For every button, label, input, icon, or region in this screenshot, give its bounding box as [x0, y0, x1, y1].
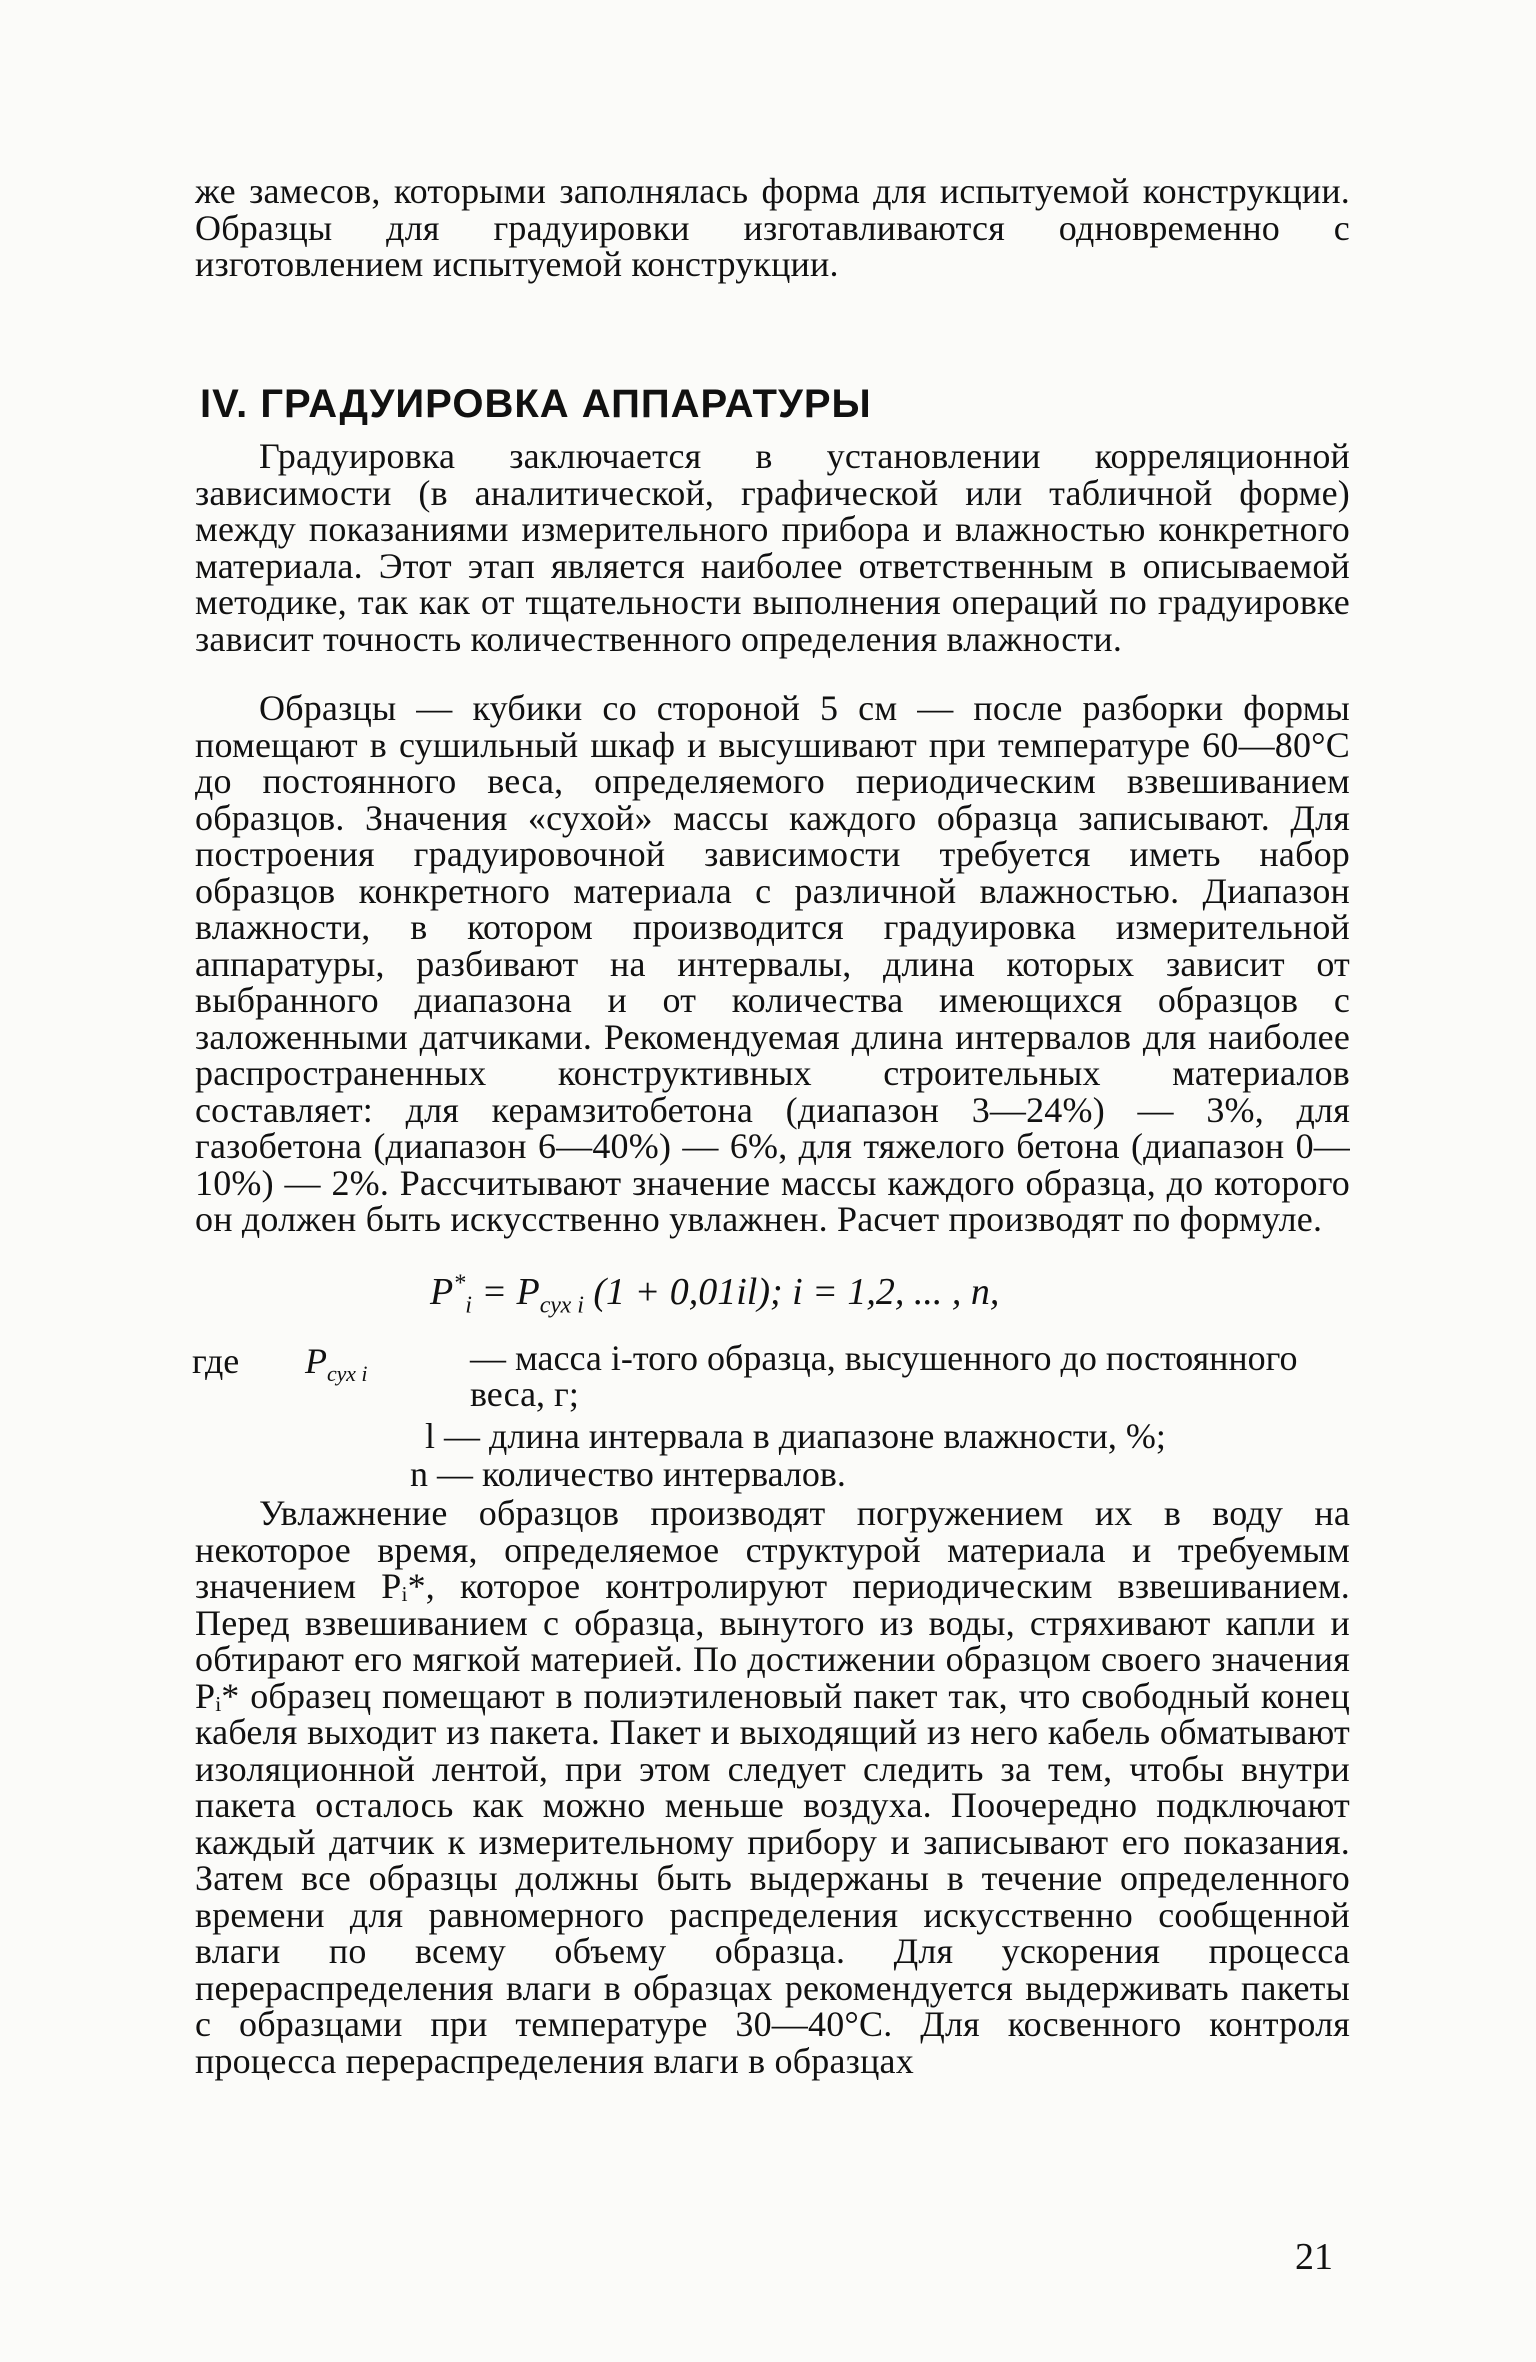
- formula-rhs: (1 + 0,01il); i = 1,2, ... , n,: [593, 1271, 1000, 1313]
- where-definition-3: n — количество интервалов.: [410, 1454, 846, 1494]
- where-symbol-sub: сух i: [327, 1361, 368, 1387]
- moisture-mass-formula: [430, 1270, 999, 1320]
- intro-paragraph: же замесов, которыми заполнялась форма для испытуемой конструкции. Образцы для градуировки изготавливаются одновременно с изготовлением испытуемой конструкции.: [195, 171, 1350, 284]
- formula-lhs: P: [430, 1271, 454, 1313]
- formula-lhs-sub: i: [465, 1292, 472, 1319]
- where-definition-1: — масса i-того образца, высушенного до постоянного веса, г;: [470, 1338, 1298, 1414]
- where-label: где: [192, 1341, 240, 1381]
- section-heading: IV. ГРАДУИРОВКА АППАРАТУРЫ: [200, 382, 872, 426]
- where-symbol: [305, 1340, 367, 1387]
- formula-eq: = P: [481, 1271, 540, 1313]
- paragraph-calibration-definition: Градуировка заключается в установлении корреляционной зависимости (в аналитической, графической или табличной форме) между показаниями измерительного прибора и влажностью конкретного материала. Этот этап является наиболее ответственным в описываемой методике, так как от тщательности выполнения операций по градуировке зависит точность количественного определения влажности.: [195, 436, 1350, 659]
- page-number: 21: [1295, 2236, 1333, 2278]
- paragraph-sample-preparation: Образцы — кубики со стороной 5 см — после разборки формы помещают в сушильный шкаф и высушивают при температуре 60—80°C до постоянного веса, определяемого периодическим взвешиванием образцов. Значения «сухой» массы каждого образца записывают. Для построения градуировочной зависимости требуется иметь набор образцов конкретного материала с различной влажностью. Диапазон влажности, в котором производится градуировка измерительной аппаратуры, разбивают на интервалы, длина которых зависит от выбранного диапазона и от количества имеющихся образцов с заложенными датчиками. Рекомендуемая длина интервалов для наиболее распространенных конструктивных строительных материалов составляет: для керамзитобетона (диапазон 3—24%) — 3%, для газобетона (диапазон 6—40%) — 6%, для тяжелого бетона (диапазон 0—10%) — 2%. Рассчитывают значение массы каждого образца, до которого он должен быть искусственно увлажнен. Расчет производят по формуле.: [195, 688, 1350, 1239]
- paragraph-humidification: Увлажнение образцов производят погружением их в воду на некоторое время, определяемое структурой материала и требуемым значением Pᵢ*, которое контролируют периодическим взвешиванием. Перед взвешиванием с образца, вынутого из воды, стряхивают капли и обтирают его мягкой материей. По достижении образцом своего значения Pᵢ* образец помещают в полиэтиленовый пакет так, что свободный конец кабеля выходит из пакета. Пакет и выходящий из него кабель обматывают изоляционной лентой, при этом следует следить за тем, чтобы внутри пакета осталось как можно меньше воздуха. Поочередно подключают каждый датчик к измерительному прибору и записывают его показания. Затем все образцы должны быть выдержаны в течение определенного времени для равномерного распределения искусственно сообщенной влаги по всему объему образца. Для ускорения процесса перераспределения влаги в образцах рекомендуется выдерживать пакеты с образцами при температуре 30—40°C. Для косвенного контроля процесса перераспределения влаги в образцах: [195, 1493, 1350, 2081]
- where-definition-2: l — длина интервала в диапазоне влажности, %;: [425, 1416, 1166, 1456]
- where-symbol-letter: P: [305, 1341, 327, 1381]
- formula-lhs-sup: *: [453, 1270, 466, 1297]
- formula-rhs-sub: сух i: [539, 1292, 584, 1319]
